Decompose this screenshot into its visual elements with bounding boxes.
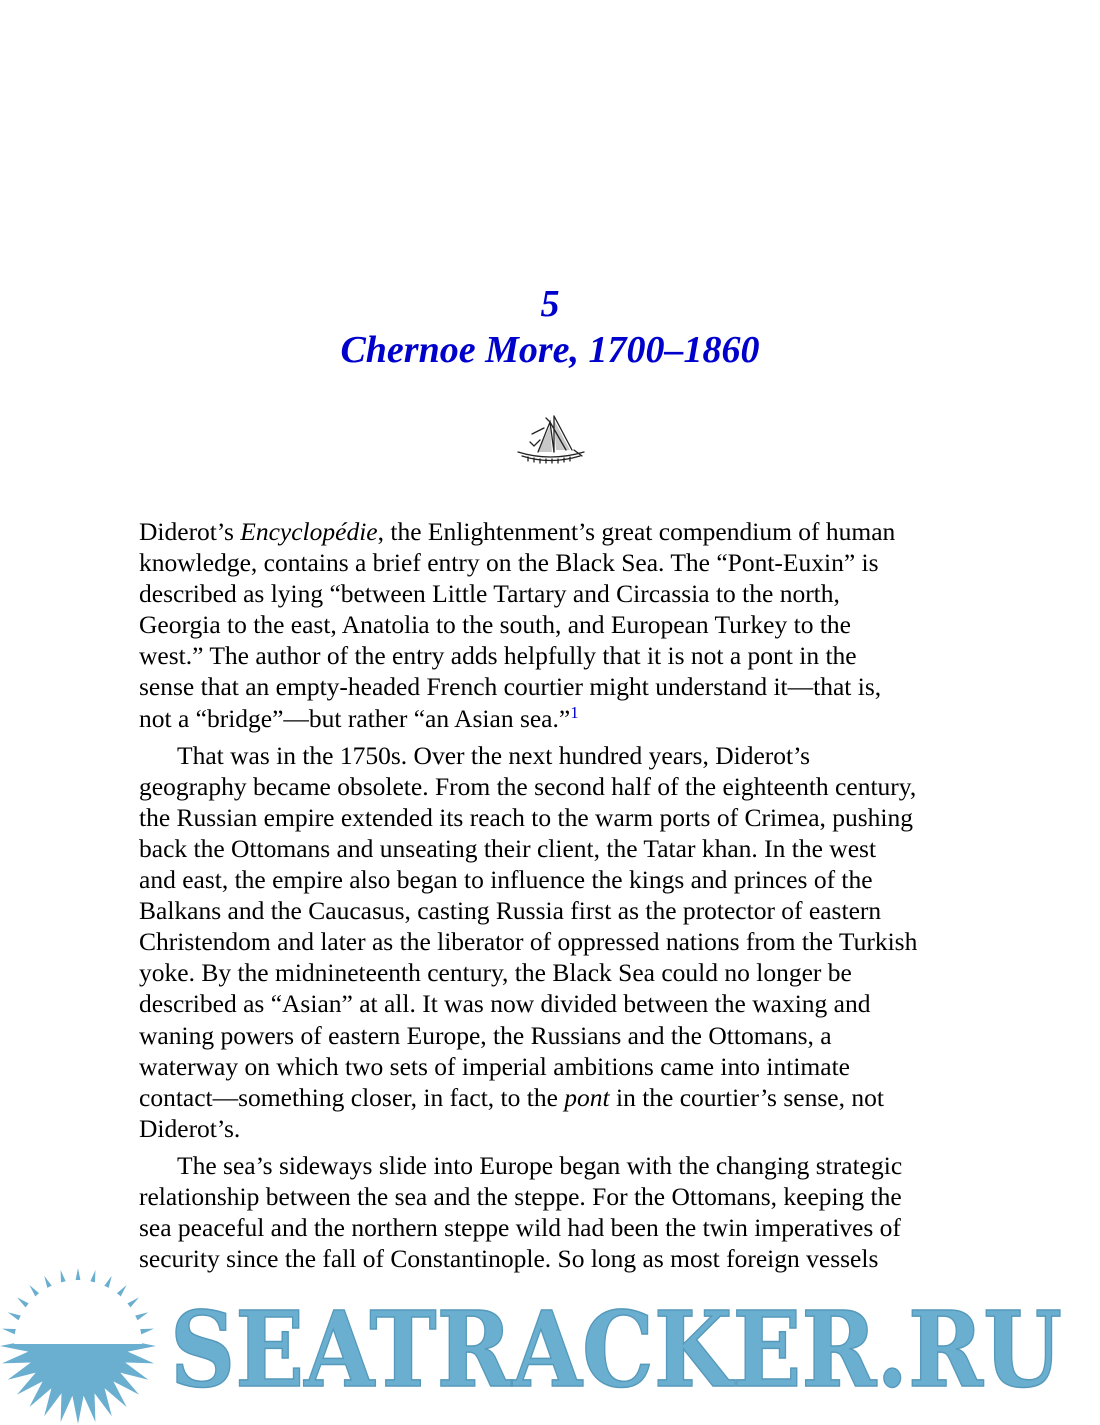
text-line: relationship between the sea and the steppe. For the Ottomans, keeping the	[139, 1181, 902, 1211]
text-line: That was in the 1750s. Over the next hundred years, Diderot’s	[177, 740, 811, 770]
text-line: geography became obsolete. From the second half of the eighteenth century,	[139, 771, 917, 801]
text-line: yoke. By the midnineteenth century, the Black Sea could no longer be	[139, 958, 852, 988]
text-line: not a “bridge”—but rather “an Asian sea.”$^1$	[139, 702, 579, 733]
chapter-title: Chernoe More, 1700–1860	[340, 329, 760, 371]
text-line: and east, the empire also began to influence the kings and princes of the	[139, 865, 873, 895]
text-line: Diderot’s.	[139, 1113, 241, 1143]
watermark	[0, 1262, 1080, 1425]
text-line: described as lying “between Little Tartary and Circassia to the north,	[139, 579, 840, 609]
text-line: the Russian empire extended its reach to the warm ports of Crimea, pushing	[139, 802, 914, 832]
paragraph-2	[139, 740, 969, 1144]
text-line: waterway on which two sets of imperial ambitions came into intimate	[139, 1051, 850, 1081]
text-line: sea peaceful and the northern steppe wild had been the twin imperatives of	[139, 1213, 901, 1243]
text-line: contact—something closer, in fact, to the pont in the courtier’s sense, not	[139, 1082, 884, 1112]
footnote-link[interactable]: 1	[570, 702, 579, 722]
chapter-number: 5	[540, 283, 560, 325]
text-line: back the Ottomans and unseating their client, the Tatar khan. In the west	[139, 833, 877, 863]
text-line: Balkans and the Caucasus, casting Russia first as the protector of eastern	[139, 896, 882, 926]
text-line: Georgia to the east, Anatolia to the south, and European Turkey to the	[139, 610, 851, 640]
sailing-ship-icon	[514, 412, 586, 470]
watermark-text: SEATRACKER.RU	[170, 1288, 1062, 1411]
text-line: west.” The author of the entry adds helpfully that it is not a pont in the	[139, 641, 857, 671]
sun-icon	[0, 1268, 156, 1424]
text-line: Christendom and later as the liberator of oppressed nations from the Turkish	[139, 927, 918, 957]
paragraph-1	[139, 516, 969, 734]
text-line: security since the fall of Constantinople. So long as most foreign vessels	[139, 1244, 879, 1274]
text-line: The sea’s sideways slide into Europe began with the changing strategic	[177, 1150, 903, 1180]
text-line: Diderot’s Encyclopédie, the Enlightenment’s great compendium of human	[139, 517, 896, 546]
text-line: waning powers of eastern Europe, the Russians and the Ottomans, a	[139, 1020, 832, 1050]
paragraph-3	[139, 1150, 969, 1274]
text-line: knowledge, contains a brief entry on the Black Sea. The “Pont-Euxin” is	[139, 548, 879, 578]
text-line: sense that an empty-headed French courtier might understand it—that is,	[139, 672, 882, 702]
text-line: described as “Asian” at all. It was now divided between the waxing and	[139, 989, 871, 1019]
chapter-body	[139, 516, 969, 1280]
